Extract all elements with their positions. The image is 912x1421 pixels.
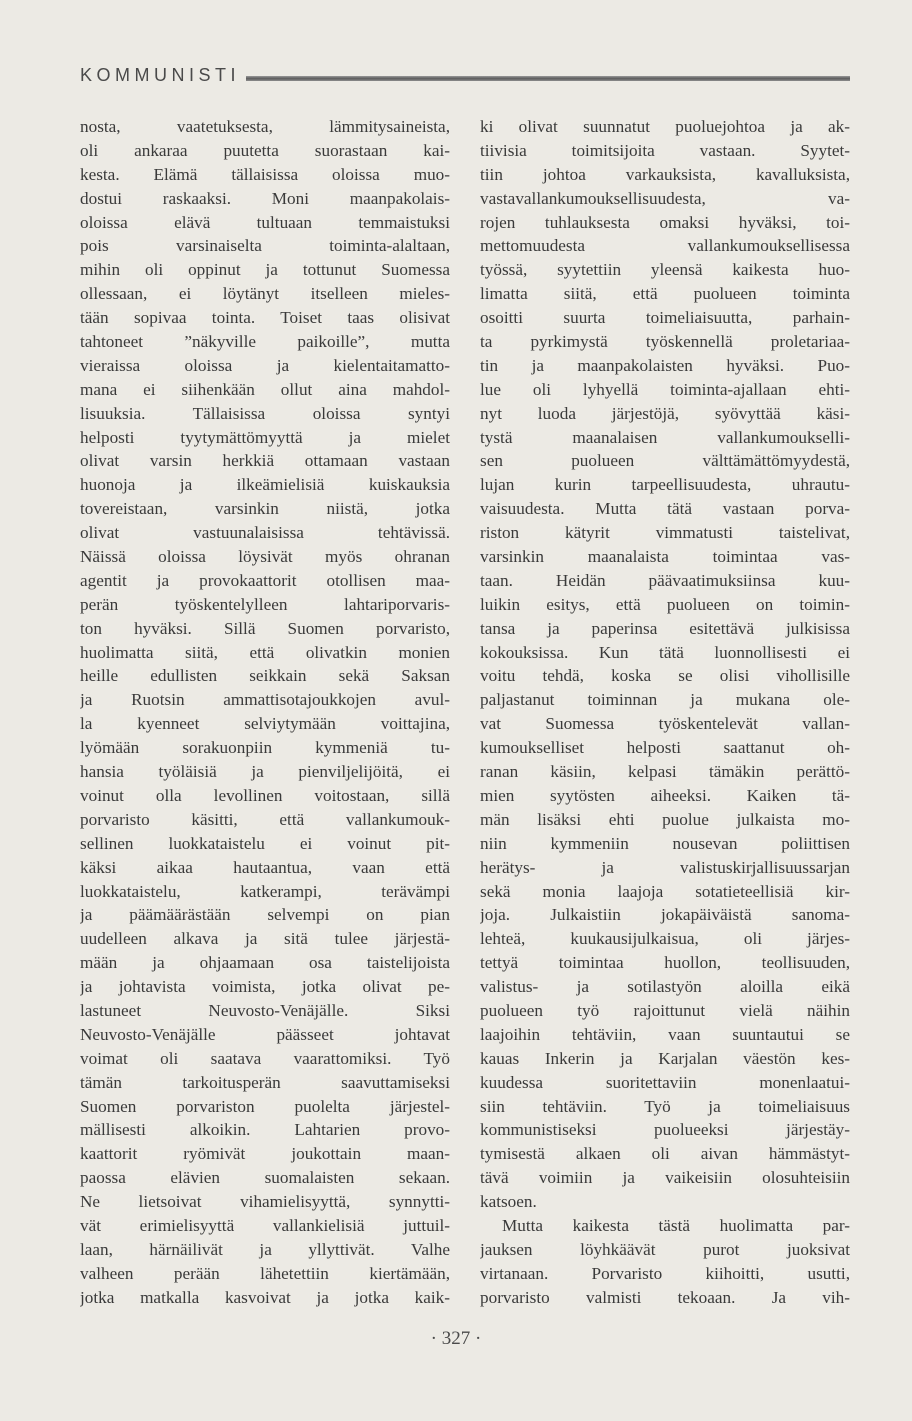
text-line: mettomuudesta vallankumouksellisessa [480,236,850,256]
text-line: pois varsinaiselta toiminta-alaltaan, [80,236,450,256]
text-line: män lisäksi ehti puolue julkaista mo- [480,809,850,829]
text-line: nosta, vaatetuksesta, lämmitysaineista, [80,117,450,136]
text-line: luokkataistelu, katkerampi, terävämpi [80,881,450,901]
text-line: tiivisia toimitsijoita vastaan. Syytet- [480,140,850,160]
text-line: tettyä toimintaa huollon, teollisuuden, [480,953,850,973]
text-line: vat Suomessa työskentelevät vallan- [480,714,850,734]
text-line: paossa elävien suomalaisten sekaan. [80,1168,450,1188]
text-line: voinut olla levollinen voitostaan, sillä [80,785,450,805]
text-line: kuudessa suoritettaviin monenlaatui- [480,1072,850,1092]
text-line: perän työskentelylleen lahtariporvaris- [80,594,450,614]
text-line: tämän tarkoitusperän saavuttamiseksi [80,1072,450,1092]
text-line: vät erimielisyyttä vallankielisiä juttuil- [80,1215,450,1235]
text-line: Neuvosto-Venäjälle päässeet johtavat [80,1024,450,1044]
text-line: kumoukselliset helposti saattanut oh- [480,738,850,758]
text-line: jauksen löyhkäävät purot juoksivat [480,1239,850,1259]
text-line: virtanaan. Porvaristo kiihoitti, usutti, [480,1263,850,1283]
text-line: porvaristo käsitti, että vallankumouk- [80,809,450,829]
text-line: siin tehtäviin. Työ ja toimeliaisuus [480,1096,850,1116]
text-line: huolimatta siitä, että olivatkin monien [80,642,450,662]
text-line: agentit ja provokaattorit otollisen maa- [80,570,450,590]
left-text-column [80,115,450,1310]
text-line: tin ja maanpakolaisten hyväksi. Puo- [480,355,850,375]
text-line: lujan kurin tarpeellisuudesta, uhrautu- [480,475,850,495]
text-line: osoitti suurta toimeliaisuutta, parhain- [480,308,850,328]
text-line: ki olivat suunnatut puoluejohtoa ja ak- [480,117,850,136]
text-line: taan. Heidän päävaatimuksiinsa kuu- [480,570,850,590]
page-header [80,60,850,90]
right-text-column [480,115,850,1310]
text-line: luikin esitys, että puolueen on toimin- [480,594,850,614]
text-line: lastuneet Neuvosto-Venäjälle. Siksi [80,1000,450,1020]
text-line: Suomen porvariston puolelta järjestel- [80,1096,450,1116]
text-line: niin kymmeniin nousevan poliittisen [480,833,850,853]
text-line: mihin oli oppinut ja tottunut Suomessa [80,260,450,280]
text-line: paljastanut toiminnan ja mukana ole- [480,690,850,710]
text-line: porvaristo valmisti tekoaan. Ja vih- [480,1287,850,1307]
text-line: vastavallankumouksellisuudesta, va- [480,188,850,208]
text-line: käksi aikaa hautaantua, vaan että [80,857,450,877]
text-line: Mutta kaikesta tästä huolimatta par- [502,1215,850,1235]
text-line: joja. Julkaistiin jokapäiväistä sanoma- [480,905,850,925]
text-line: helposti tyytymättömyyttä ja mielet [80,427,450,447]
text-line: ja Ruotsin ammattisotajoukkojen avul- [80,690,450,710]
text-line: tävä voimiin ja vaikeisiin olosuhteisiin [480,1168,850,1188]
text-line: rojen tuhlauksesta omaksi hyväksi, toi- [480,212,850,232]
text-line: vieraissa oloissa ja kielentaitamatto- [80,355,450,375]
text-line: katsoen. [480,1192,537,1212]
text-line: mällisesti alkoikin. Lahtarien provo- [80,1120,450,1140]
text-line: vaisuudesta. Mutta tätä vastaan porva- [480,499,850,519]
text-line: ollessaan, ei löytänyt itselleen mieles- [80,284,450,304]
text-line: riston kätyrit vimmatusti taistelivat, [480,523,850,543]
text-line: varsinkin maanalaista toimintaa vas- [480,547,850,567]
text-line: dostui raskaaksi. Moni maanpakolais- [80,188,450,208]
text-line: herätys- ja valistuskirjallisuussarjan [480,857,850,877]
text-line: ja päämäärästään selvempi on pian [80,905,450,925]
text-line: ton hyväksi. Sillä Suomen porvaristo, [80,618,450,638]
text-line: mien syytösten aiheeksi. Kaiken tä- [480,785,850,805]
text-line: laajoihin tehtäviin, vaan suuntautui se [480,1024,850,1044]
text-line: lehteä, kuukausijulkaisua, oli järjes- [480,929,850,949]
text-line: huonoja ja ilkeämielisiä kuiskauksia [80,475,450,495]
text-line: tahtoneet ”näkyville paikoille”, mutta [80,332,450,352]
text-line: Ne lietsoivat vihamielisyyttä, synnytti- [80,1192,450,1212]
text-line: puolueen työ rajoittunut vielä näihin [480,1000,850,1020]
text-line: lyömään sorakuonpiin kymmeniä tu- [80,738,450,758]
running-head: KOMMUNISTI [80,64,240,85]
text-line: ja johtavista voimista, jotka olivat pe- [80,977,450,997]
text-line: uudelleen alkava ja sitä tulee järjestä- [80,929,450,949]
text-line: tiin johtoa varkauksista, kavalluksista, [480,164,850,184]
text-line: kesta. Elämä tällaisissa oloissa muo- [80,164,450,184]
text-line: kaattorit ryömivät joukottain maan- [80,1144,450,1164]
text-line: kokouksissa. Kun tätä luonnollisesti ei [480,642,850,662]
text-line: kauas Inkerin ja Karjalan väestön kes- [480,1048,850,1068]
text-line: työssä, syytettiin yleensä kaikesta huo- [480,260,850,280]
text-line: hansia työläisiä ja pienviljelijöitä, ei [80,762,450,782]
text-line: lue oli lyhyellä toiminta-ajallaan ehti- [480,379,850,399]
text-line: tovereistaan, varsinkin niistä, jotka [80,499,450,519]
text-line: voimat oli saatava vaarattomiksi. Työ [80,1048,450,1068]
text-line: lisuuksia. Tällaisissa oloissa syntyi [80,403,450,423]
text-line: tymisestä alkaen oli aivan hämmästyt- [480,1144,850,1164]
text-line: limatta siitä, että puolueen toiminta [480,284,850,304]
text-line: tansa ja paperinsa esitettävä julkisissa [480,618,850,638]
text-line: Näissä oloissa löysivät myös ohranan [80,547,450,567]
text-line: tystä maanalaisen vallankumoukselli- [480,427,850,447]
text-line: valheen perään lähetettiin kiertämään, [80,1263,450,1283]
text-line: la kyenneet selviytymään voittajina, [80,714,450,734]
text-line: tään sopivaa tointa. Toiset taas olisivat [80,308,450,328]
text-line: ranan käsiin, kelpasi tämäkin perättö- [480,762,850,782]
header-rule [246,76,850,81]
text-line: nyt luoda järjestöjä, syövyttää käsi- [480,403,850,423]
text-line: oli ankaraa puutetta suorastaan kai- [80,140,450,160]
text-line: sekä monia laajoja sotatieteellisiä kir- [480,881,850,901]
text-line: olivat varsin herkkiä ottamaan vastaan [80,451,450,471]
text-line: laan, härnäilivät ja yllyttivät. Valhe [80,1239,450,1259]
text-line: sellinen luokkataistelu ei voinut pit- [80,833,450,853]
page-number: · 327 · [430,1328,482,1349]
text-line: mana ei siihenkään ollut aina mahdol- [80,379,450,399]
text-line: olivat vastuunalaisissa tehtävissä. [80,523,450,543]
text-line: kommunistiseksi puolueeksi järjestäy- [480,1120,850,1140]
text-line: voitu tehdä, koska se olisi vihollisille [480,666,850,686]
text-line: ta pyrkimystä työskennellä proletariaa- [480,332,850,352]
text-line: jotka matkalla kasvoivat ja jotka kaik- [80,1287,450,1307]
text-line: mään ja ohjaamaan osa taistelijoista [80,953,450,973]
text-line: sen puolueen välttämättömyydestä, [480,451,850,471]
text-line: heille edullisten seikkain sekä Saksan [80,666,450,686]
text-line: oloissa elävä tultuaan temmaistuksi [80,212,450,232]
text-line: valistus- ja sotilastyön aloilla eikä [480,977,850,997]
